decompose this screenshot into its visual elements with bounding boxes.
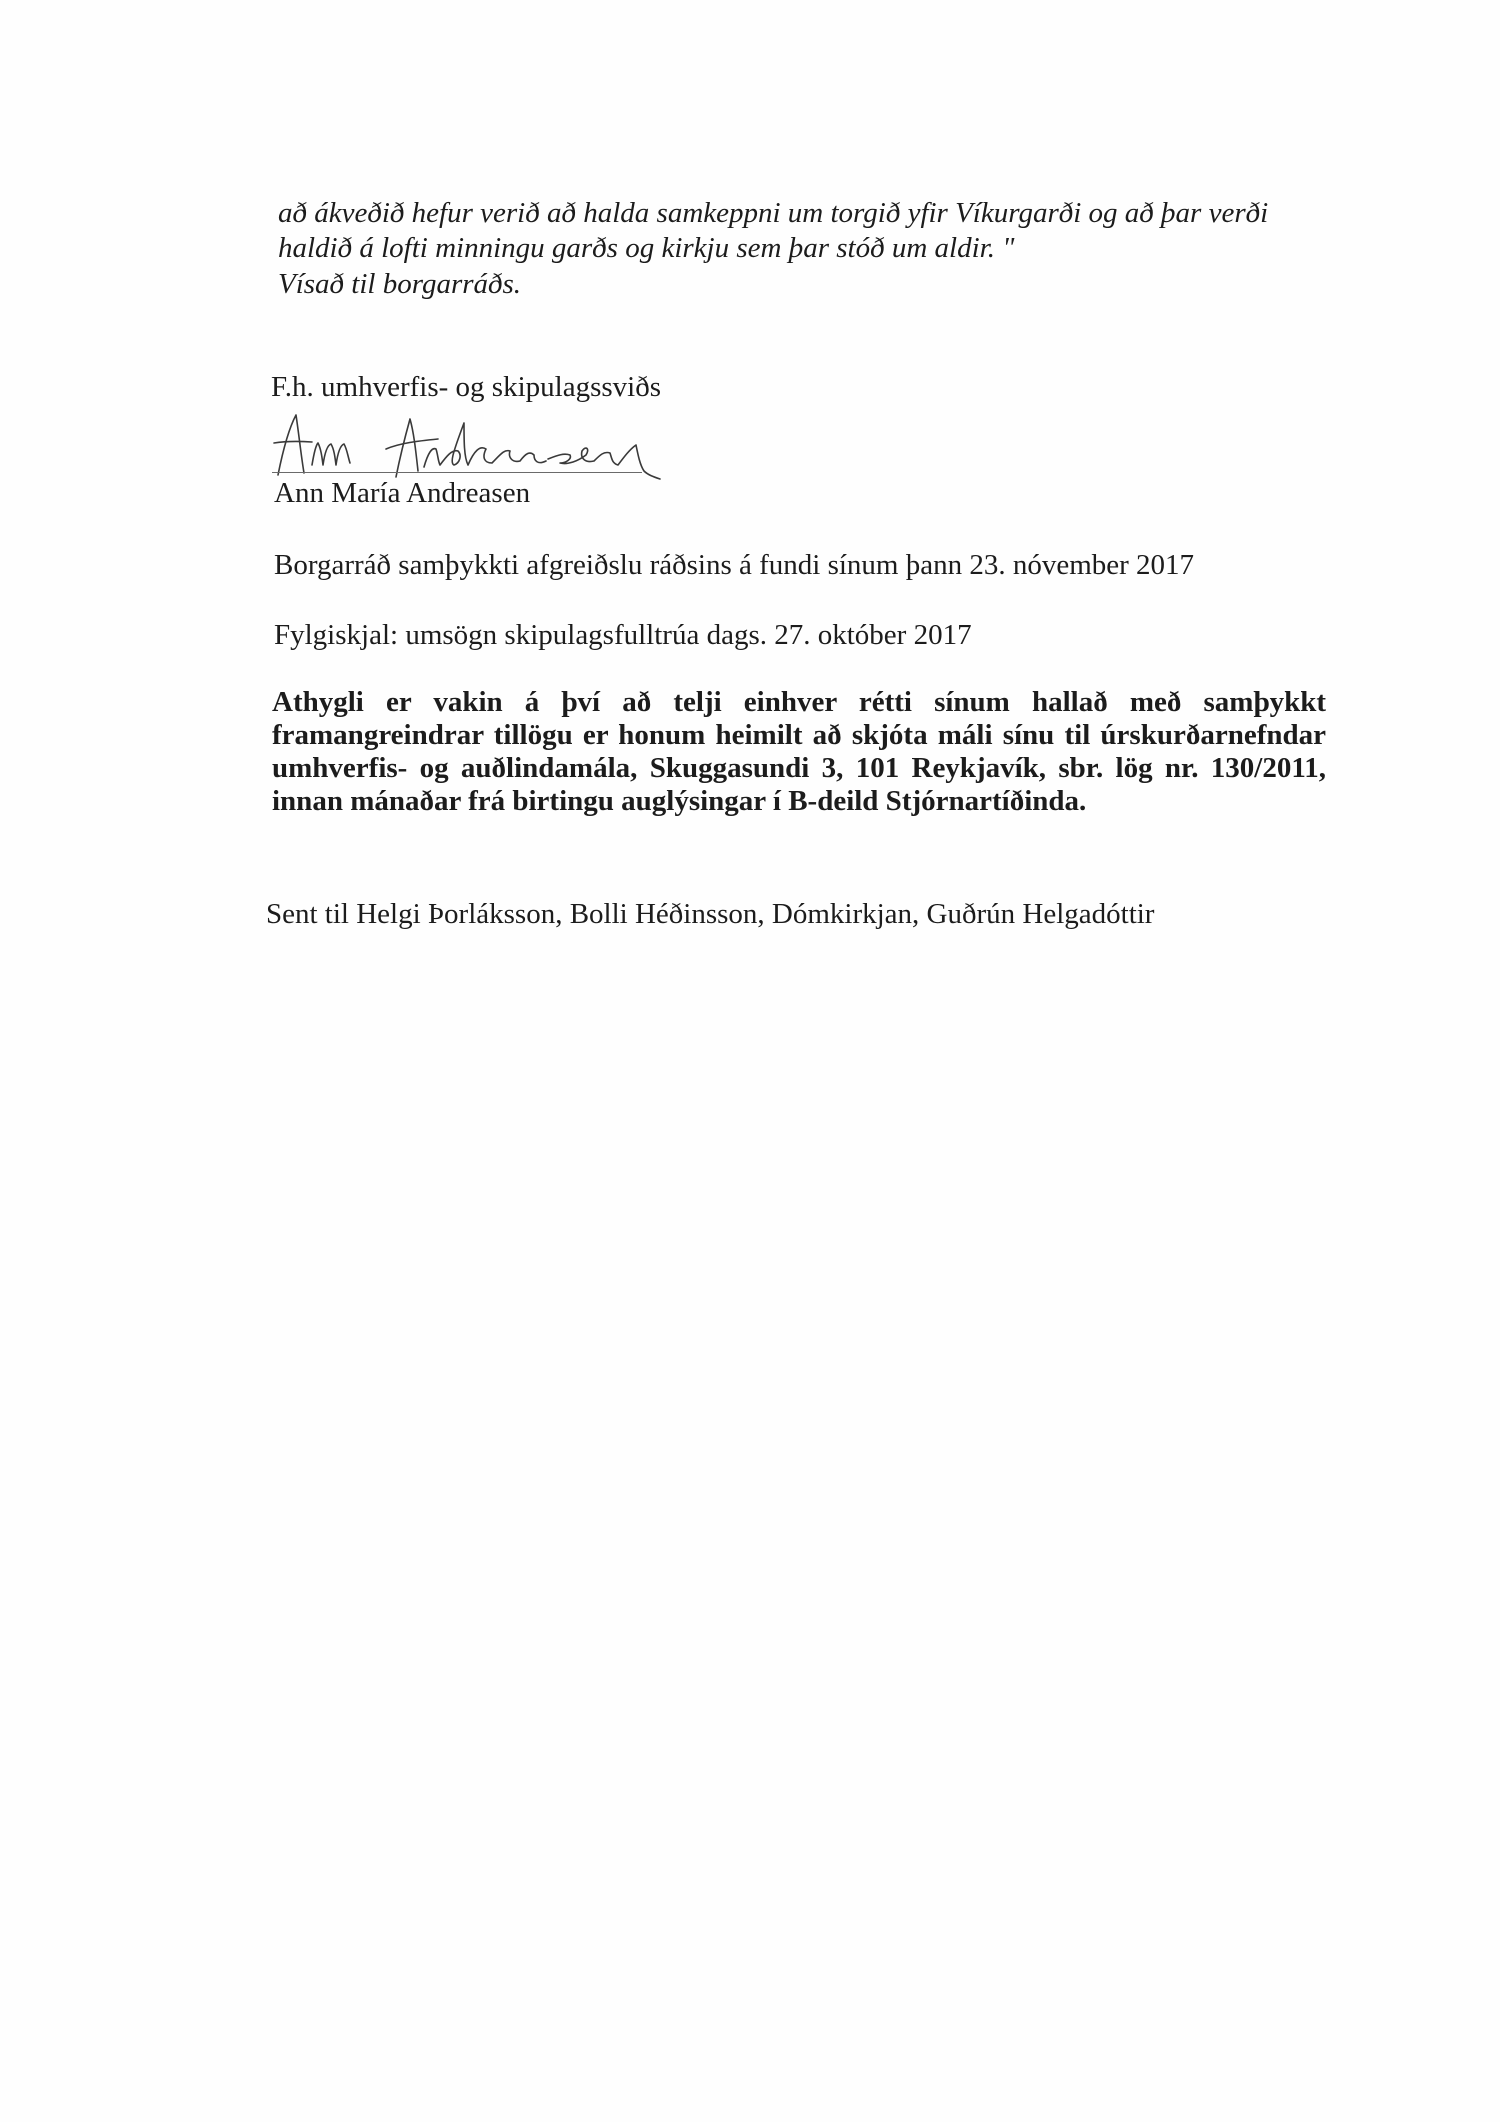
notice-line: umhverfis- og auðlindamála, Skuggasundi 3, 101 Reykjavík, sbr. lög nr. 130/2011,: [272, 752, 1326, 784]
signature-line: [272, 472, 642, 473]
appeal-notice: [272, 686, 1326, 818]
notice-line: innan mánaðar frá birtingu auglýsingar í B-deild Stjórnartíðinda.: [272, 785, 1087, 817]
notice-line: framangreindrar tillögu er honum heimilt að skjóta máli sínu til úrskurðarnefndar: [272, 719, 1326, 751]
approval-statement: Borgarráð samþykkti afgreiðslu ráðsins á fundi sínum þann 23. nóvember 2017: [274, 549, 1195, 581]
referral-line: Vísað til borgarráðs.: [278, 268, 522, 300]
recipients-line: Sent til Helgi Þorláksson, Bolli Héðinsson, Dómkirkjan, Guðrún Helgadóttir: [266, 898, 1155, 930]
notice-line: Athygli er vakin á því að telji einhver rétti sínum hallað með samþykkt: [272, 686, 1326, 718]
attachment-line: Fylgiskjal: umsögn skipulagsfulltrúa dags. 27. október 2017: [274, 619, 972, 651]
handwritten-signature: [268, 405, 688, 485]
signer-name: Ann María Andreasen: [274, 477, 531, 509]
quote-line: að ákveðið hefur verið að halda samkeppni um torgið yfir Víkurgarði og að þar verði: [278, 197, 1269, 229]
on-behalf-line: F.h. umhverfis- og skipulagssviðs: [271, 371, 661, 403]
quote-line: haldið á lofti minningu garðs og kirkju sem þar stóð um aldir. ": [278, 232, 1015, 264]
